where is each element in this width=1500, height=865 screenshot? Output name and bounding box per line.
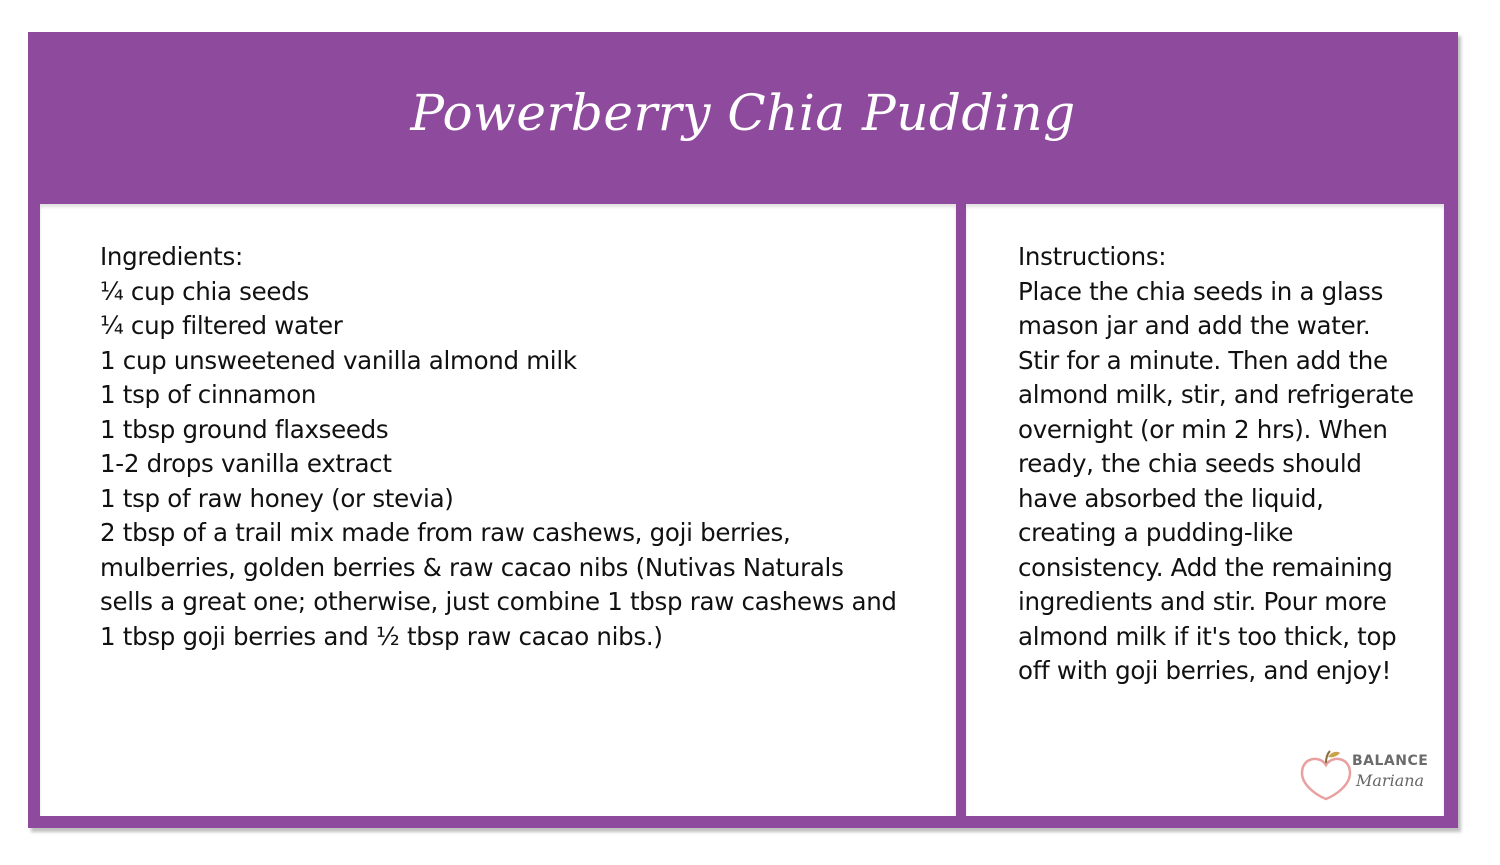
ingredient-item: 1 tsp of raw honey (or stevia): [100, 483, 454, 513]
brand-logo: [1298, 749, 1428, 801]
ingredients-heading: Ingredients:: [100, 242, 243, 271]
recipe-title: Powerberry Chia Pudding: [410, 84, 1076, 142]
ingredient-item: sells a great one; otherwise, just combine 1 tbsp raw cashews and: [100, 587, 897, 616]
ingredients-list: [100, 240, 940, 654]
ingredient-item: 2 tbsp of a trail mix made from raw cashews, goji berries,: [100, 518, 791, 547]
ingredient-item: 1-2 drops vanilla extract: [100, 449, 392, 478]
ingredient-item: ¼ cup chia seeds: [100, 276, 309, 306]
instructions-block: [1018, 240, 1418, 689]
instructions-heading: Instructions:: [1018, 242, 1167, 271]
logo-wordmark: BALANCE: [1352, 753, 1429, 769]
ingredient-item: 1 cup unsweetened vanilla almond milk: [100, 345, 577, 375]
logo-script-name: Mariana: [1356, 771, 1425, 790]
ingredient-item: ¼ cup filtered water: [100, 311, 343, 340]
recipe-card: [28, 32, 1458, 828]
ingredient-item: 1 tsp of cinnamon: [100, 380, 317, 409]
instructions-panel: [966, 204, 1444, 816]
ingredients-panel: [40, 204, 956, 816]
ingredient-item: 1 tbsp ground flaxseeds: [100, 414, 389, 444]
title-banner: [28, 32, 1458, 204]
instructions-text: Place the chia seeds in a glass mason jar and add the water. Stir for a minute. Then add the almond milk, stir, and refrigerate overnight (or min 2 hrs). When ready, the chia seeds should have absorbed the liquid, creating a pudding-like consistency. Add the remaining ingredients and stir. Pour more almond milk if it's too thick, top off with goji berries, and enjoy!: [1018, 276, 1414, 685]
ingredient-item: 1 tbsp goji berries and ½ tbsp raw cacao nibs.): [100, 621, 663, 651]
heart-apple-icon: [1298, 749, 1354, 801]
ingredient-item: mulberries, golden berries & raw cacao nibs (Nutivas Naturals: [100, 552, 844, 582]
